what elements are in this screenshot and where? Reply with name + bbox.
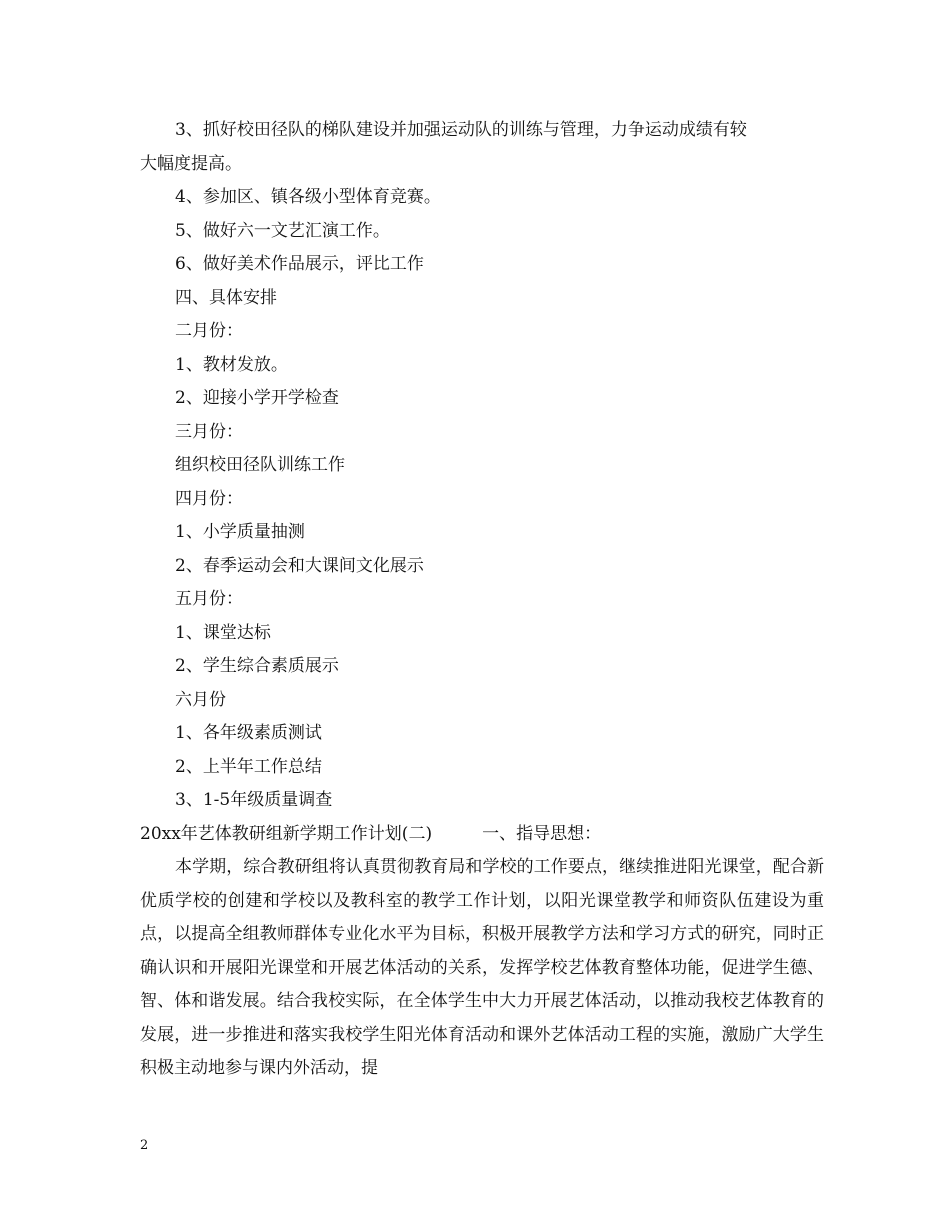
text-line: 1、教材发放。 <box>175 354 288 375</box>
text-line: 3、抓好校田径队的梯队建设并加强运动队的训练与管理，力争运动成绩有较 <box>175 120 747 140</box>
text-line: 1、小学质量抽测 <box>175 522 305 542</box>
document-title: 20xx年艺体教研组新学期工作计划(二) <box>140 823 433 844</box>
document-heading <box>140 818 824 852</box>
month-label: 二月份： <box>175 321 243 341</box>
text-line: 2、春季运动会和大课间文化展示 <box>175 555 424 576</box>
text-line: 2、迎接小学开学检查 <box>175 388 339 408</box>
month-label: 四月份： <box>175 488 243 509</box>
text-line: 5、做好六一文艺汇演工作。 <box>175 220 390 241</box>
body-paragraph: 本学期，综合教研组将认真贯彻教育局和学校的工作要点，继续推进阳光课堂，配合新优质学校的创建和学校以及教科室的教学工作计划，以阳光课堂教学和师资队伍建设为重点，以提高全组教师群体专业化水平为目标，积极开展教学方法和学习方式的研究，同时正确认识和开展阳光课堂和开展艺体活动的关系，发挥学校艺体教育整体功能，促进学生德、智、体和谐发展。结合我校实际，在全体学生中大力开展艺体活动，以推动我校艺体教育的发展，进一步推进和落实我校学生阳光体育活动和课外艺体活动工程的实施，激励广大学生积极主动地参与课内外活动，提 <box>140 857 824 1078</box>
text-line: 4、参加区、镇各级小型体育竞赛。 <box>175 187 441 207</box>
text-line: 6、做好美术作品展示，评比工作 <box>175 254 424 274</box>
month-label: 六月份 <box>175 689 226 710</box>
text-line: 大幅度提高。 <box>140 153 242 174</box>
text-line: 组织校田径队训练工作 <box>175 455 345 475</box>
section-heading: 一、指导思想： <box>482 823 602 844</box>
text-line: 1、各年级素质测试 <box>175 723 322 743</box>
line-list <box>140 114 824 818</box>
text-line: 2、学生综合素质展示 <box>175 656 339 676</box>
page-number: 2 <box>140 1138 149 1153</box>
page-content <box>140 114 824 1086</box>
month-label: 五月份： <box>175 589 243 609</box>
section-heading: 四、具体安排 <box>175 287 277 308</box>
text-line: 3、1-5年级质量调查 <box>175 790 333 810</box>
text-line: 2、上半年工作总结 <box>175 756 322 777</box>
month-label: 三月份： <box>175 421 243 442</box>
text-line: 1、课堂达标 <box>175 622 271 643</box>
